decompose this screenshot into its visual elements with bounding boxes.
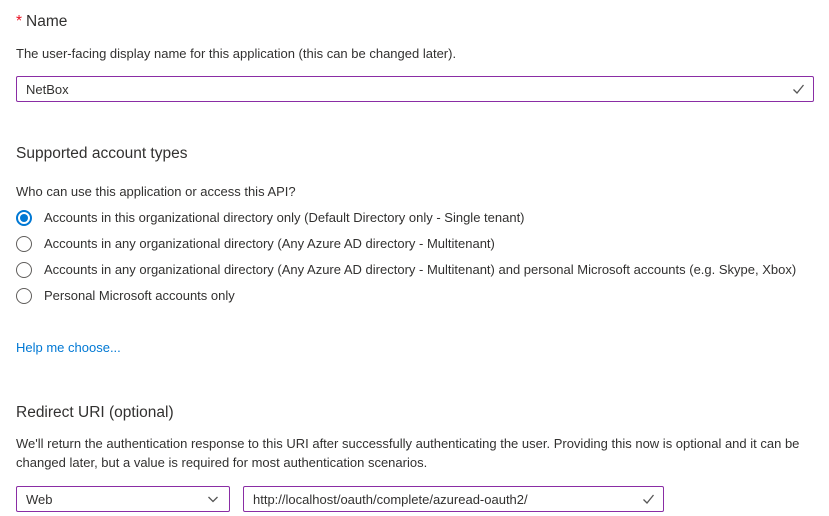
radio-option-single-tenant[interactable] xyxy=(16,210,814,226)
radio-button-icon[interactable] xyxy=(16,210,32,226)
radio-option-label: Accounts in this organizational directory only (Default Directory only - Single tenant) xyxy=(44,210,525,225)
name-section-title xyxy=(16,12,814,32)
supported-account-types-title: Supported account types xyxy=(16,145,188,162)
platform-select-value: Web xyxy=(26,491,53,507)
radio-button-icon[interactable] xyxy=(16,236,32,252)
radio-option-personal-only[interactable] xyxy=(16,288,814,304)
redirect-uri-title: Redirect URI (optional) xyxy=(16,404,174,421)
account-types-radio-group xyxy=(16,210,814,304)
radio-option-label: Accounts in any organizational directory (Any Azure AD directory - Multitenant) xyxy=(44,236,495,251)
radio-button-icon[interactable] xyxy=(16,288,32,304)
required-asterisk: * xyxy=(16,13,23,30)
name-description: The user-facing display name for this application (this can be changed later). xyxy=(16,46,457,61)
redirect-uri-field-container xyxy=(243,486,664,512)
radio-option-multitenant-personal[interactable] xyxy=(16,262,814,278)
name-field-container xyxy=(16,76,814,102)
redirect-uri-description: We'll return the authentication response to this URI after successfully authenticating the user. Providing this now is optional and it can be changed later, but a value is required for most authentication scenarios. xyxy=(16,436,800,470)
radio-button-icon[interactable] xyxy=(16,262,32,278)
account-types-question: Who can use this application or access this API? xyxy=(16,184,296,199)
redirect-uri-input[interactable] xyxy=(243,486,664,512)
radio-option-multitenant[interactable] xyxy=(16,236,814,252)
name-title-text: Name xyxy=(26,13,68,30)
radio-option-label: Personal Microsoft accounts only xyxy=(44,288,235,303)
redirect-uri-row xyxy=(16,486,814,512)
radio-option-label: Accounts in any organizational directory (Any Azure AD directory - Multitenant) and personal Microsoft accounts (e.g. Skype, Xbox) xyxy=(44,262,797,277)
help-me-choose-link[interactable]: Help me choose... xyxy=(16,340,121,355)
platform-select[interactable] xyxy=(16,486,230,512)
app-name-input[interactable] xyxy=(16,76,814,102)
chevron-down-icon xyxy=(206,492,220,506)
